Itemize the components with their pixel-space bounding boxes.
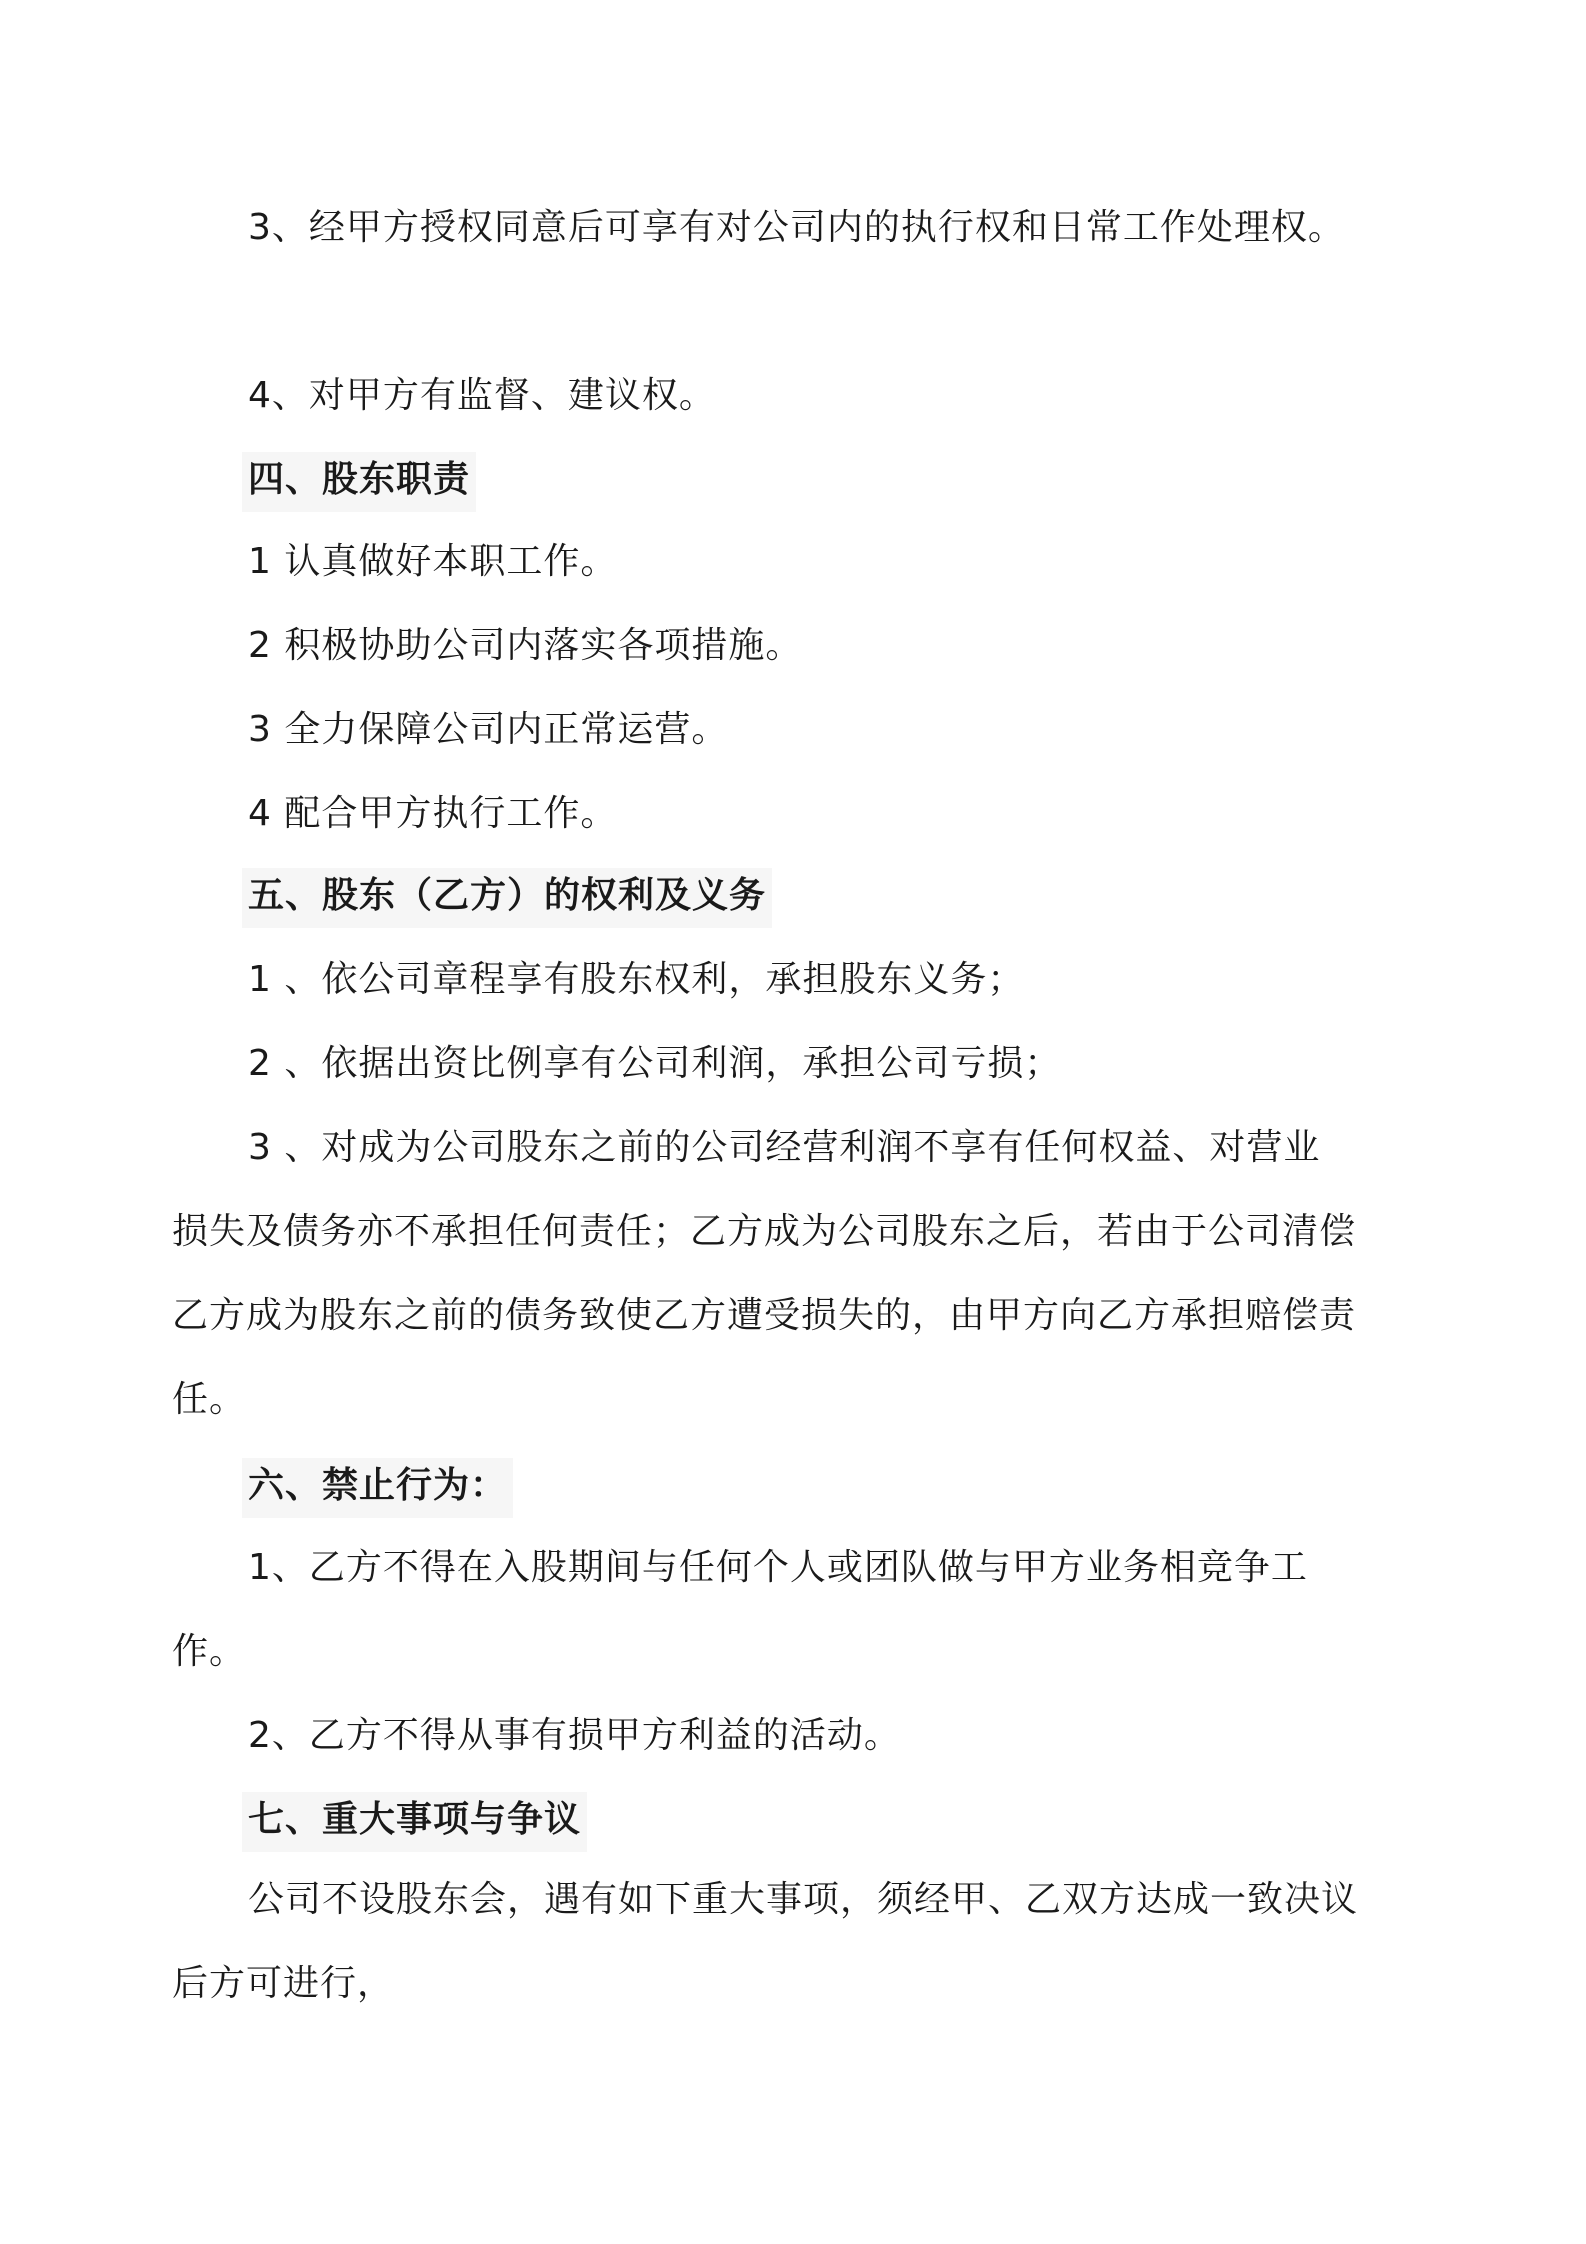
rights-item-3-line-1: 3 、对成为公司股东之前的公司经营利润不享有任何权益、对营业 <box>248 1127 1321 1168</box>
section-heading-4: 四、股东职责 <box>242 452 476 512</box>
rights-item-3-line-2: 损失及债务亦不承担任何责任；乙方成为公司股东之后，若由于公司清偿 <box>172 1211 1357 1252</box>
section-heading-6: 六、禁止行为： <box>242 1458 513 1518</box>
prohibited-item-1-line-1: 1、乙方不得在入股期间与任何个人或团队做与甲方业务相竞争工 <box>248 1547 1308 1588</box>
duty-item-4: 4 配合甲方执行工作。 <box>248 793 618 834</box>
major-matters-line-2: 后方可进行， <box>172 1963 395 2004</box>
paragraph-item-4-supervision-rights: 4、对甲方有监督、建议权。 <box>248 375 716 416</box>
section-heading-5: 五、股东（乙方）的权利及义务 <box>242 868 772 928</box>
duty-item-1: 1 认真做好本职工作。 <box>248 541 618 582</box>
paragraph-item-3-executive-rights: 3、经甲方授权同意后可享有对公司内的执行权和日常工作处理权。 <box>248 207 1345 248</box>
rights-item-3-line-3: 乙方成为股东之前的债务致使乙方遭受损失的，由甲方向乙方承担赔偿责 <box>172 1295 1357 1336</box>
prohibited-item-2: 2、乙方不得从事有损甲方利益的活动。 <box>248 1715 901 1756</box>
prohibited-item-1-line-2: 作。 <box>172 1631 247 1672</box>
section-heading-7: 七、重大事项与争议 <box>242 1792 587 1852</box>
duty-item-3: 3 全力保障公司内正常运营。 <box>248 709 729 750</box>
major-matters-line-1: 公司不设股东会，遇有如下重大事项，须经甲、乙双方达成一致决议 <box>248 1879 1359 1920</box>
duty-item-2: 2 积极协助公司内落实各项措施。 <box>248 625 803 666</box>
rights-item-1: 1 、依公司章程享有股东权利，承担股东义务； <box>248 959 1025 1000</box>
rights-item-3-line-4: 任。 <box>172 1379 247 1420</box>
rights-item-2: 2 、依据出资比例享有公司利润，承担公司亏损； <box>248 1043 1062 1084</box>
